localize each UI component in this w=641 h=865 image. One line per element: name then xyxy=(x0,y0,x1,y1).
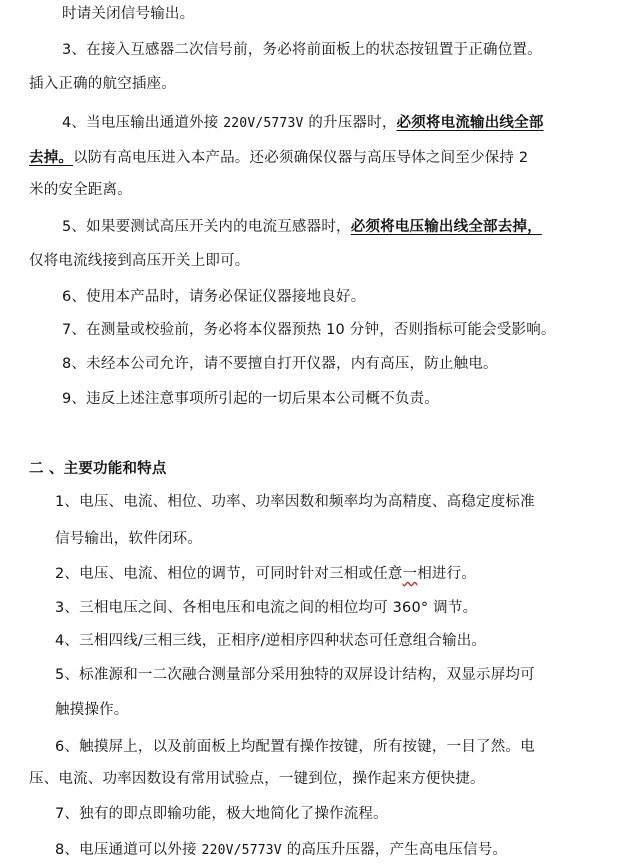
note-item4-voltage: 220V/5773V xyxy=(223,116,304,131)
feature-2 xyxy=(55,564,476,584)
note-item3-line1: 3、在接入互感器二次信号前，务必将前面板上的状态按钮置于正确位置。 xyxy=(62,42,542,58)
feature-4: 4、三相四线/三相三线，正相序/逆相序四种状态可任意组合输出。 xyxy=(55,633,487,649)
feature-2-text-b: 相进行。 xyxy=(417,566,477,582)
feature-8-text-a: 8、电压通道可以外接 xyxy=(55,842,202,858)
note-item5-line1 xyxy=(62,217,542,237)
feature-5-line2: 触摸操作。 xyxy=(55,702,129,718)
note-item4-line3: 米的安全距离。 xyxy=(29,182,132,198)
feature-1-line2: 信号输出，软件闭环。 xyxy=(55,531,202,547)
note-item2-tail: 时请关闭信号输出。 xyxy=(62,6,195,22)
feature-2-spellcheck-mark: 一 xyxy=(402,566,418,582)
feature-7: 7、独有的即点即输功能，极大地简化了操作流程。 xyxy=(55,806,388,822)
note-item7: 7、在测量或校验前，务必将本仪器预热 10 分钟，否则指标可能会受影响。 xyxy=(62,322,556,338)
note-item4-bold-warning-1: 必须将电流输出线全部 xyxy=(396,115,544,131)
note-item4-text-b: 的升压器时， xyxy=(303,115,397,131)
feature-5-line1: 5、标准源和一二次融合测量部分采用独特的双屏设计结构，双显示屏均可 xyxy=(55,667,535,683)
feature-6-line2: 压、电流、功率因数设有常用试验点，一键到位，操作起来方便快捷。 xyxy=(29,771,485,787)
note-item4-text-c: 以防有高电压进入本产品。还必须确保仪器与高压导体之间至少保持 2 xyxy=(73,150,529,166)
note-item5-line2: 仅将电流线接到高压开关上即可。 xyxy=(29,253,250,269)
note-item9: 9、违反上述注意事项所引起的一切后果本公司概不负责。 xyxy=(62,391,439,407)
note-item4-bold-warning-2: 去掉。 xyxy=(29,150,74,166)
section-heading: 二 、主要功能和特点 xyxy=(29,461,167,477)
note-item5-bold-warning: 必须将电压输出线全部去掉， xyxy=(350,219,542,235)
note-item5-text-a: 5、如果要测试高压开关内的电流互感器时， xyxy=(62,219,351,235)
feature-8-voltage: 220V/5773V xyxy=(201,843,282,858)
note-item4-text-a: 4、当电压输出通道外接 xyxy=(62,115,224,131)
feature-2-text-a: 2、电压、电流、相位的调节，可同时针对三相或任意 xyxy=(55,566,403,582)
note-item4-line1 xyxy=(62,113,544,134)
feature-8-text-b: 的高压升压器，产生高电压信号。 xyxy=(281,842,508,858)
note-item4-line2 xyxy=(29,148,528,168)
note-item6: 6、使用本产品时，请务必保证仪器接地良好。 xyxy=(62,289,366,305)
feature-8 xyxy=(55,840,507,861)
feature-1-line1: 1、电压、电流、相位、功率、功率因数和频率均为高精度、高稳定度标准 xyxy=(55,494,535,510)
note-item3-line2: 插入正确的航空插座。 xyxy=(29,76,176,92)
feature-3: 3、三相电压之间、各相电压和电流之间的相位均可 360° 调节。 xyxy=(55,600,478,616)
feature-6-line1: 6、触摸屏上，以及前面板上均配置有操作按键，所有按键，一目了然。电 xyxy=(55,739,535,755)
note-item8: 8、未经本公司允许，请不要擅自打开仪器，内有高压，防止触电。 xyxy=(62,356,498,372)
